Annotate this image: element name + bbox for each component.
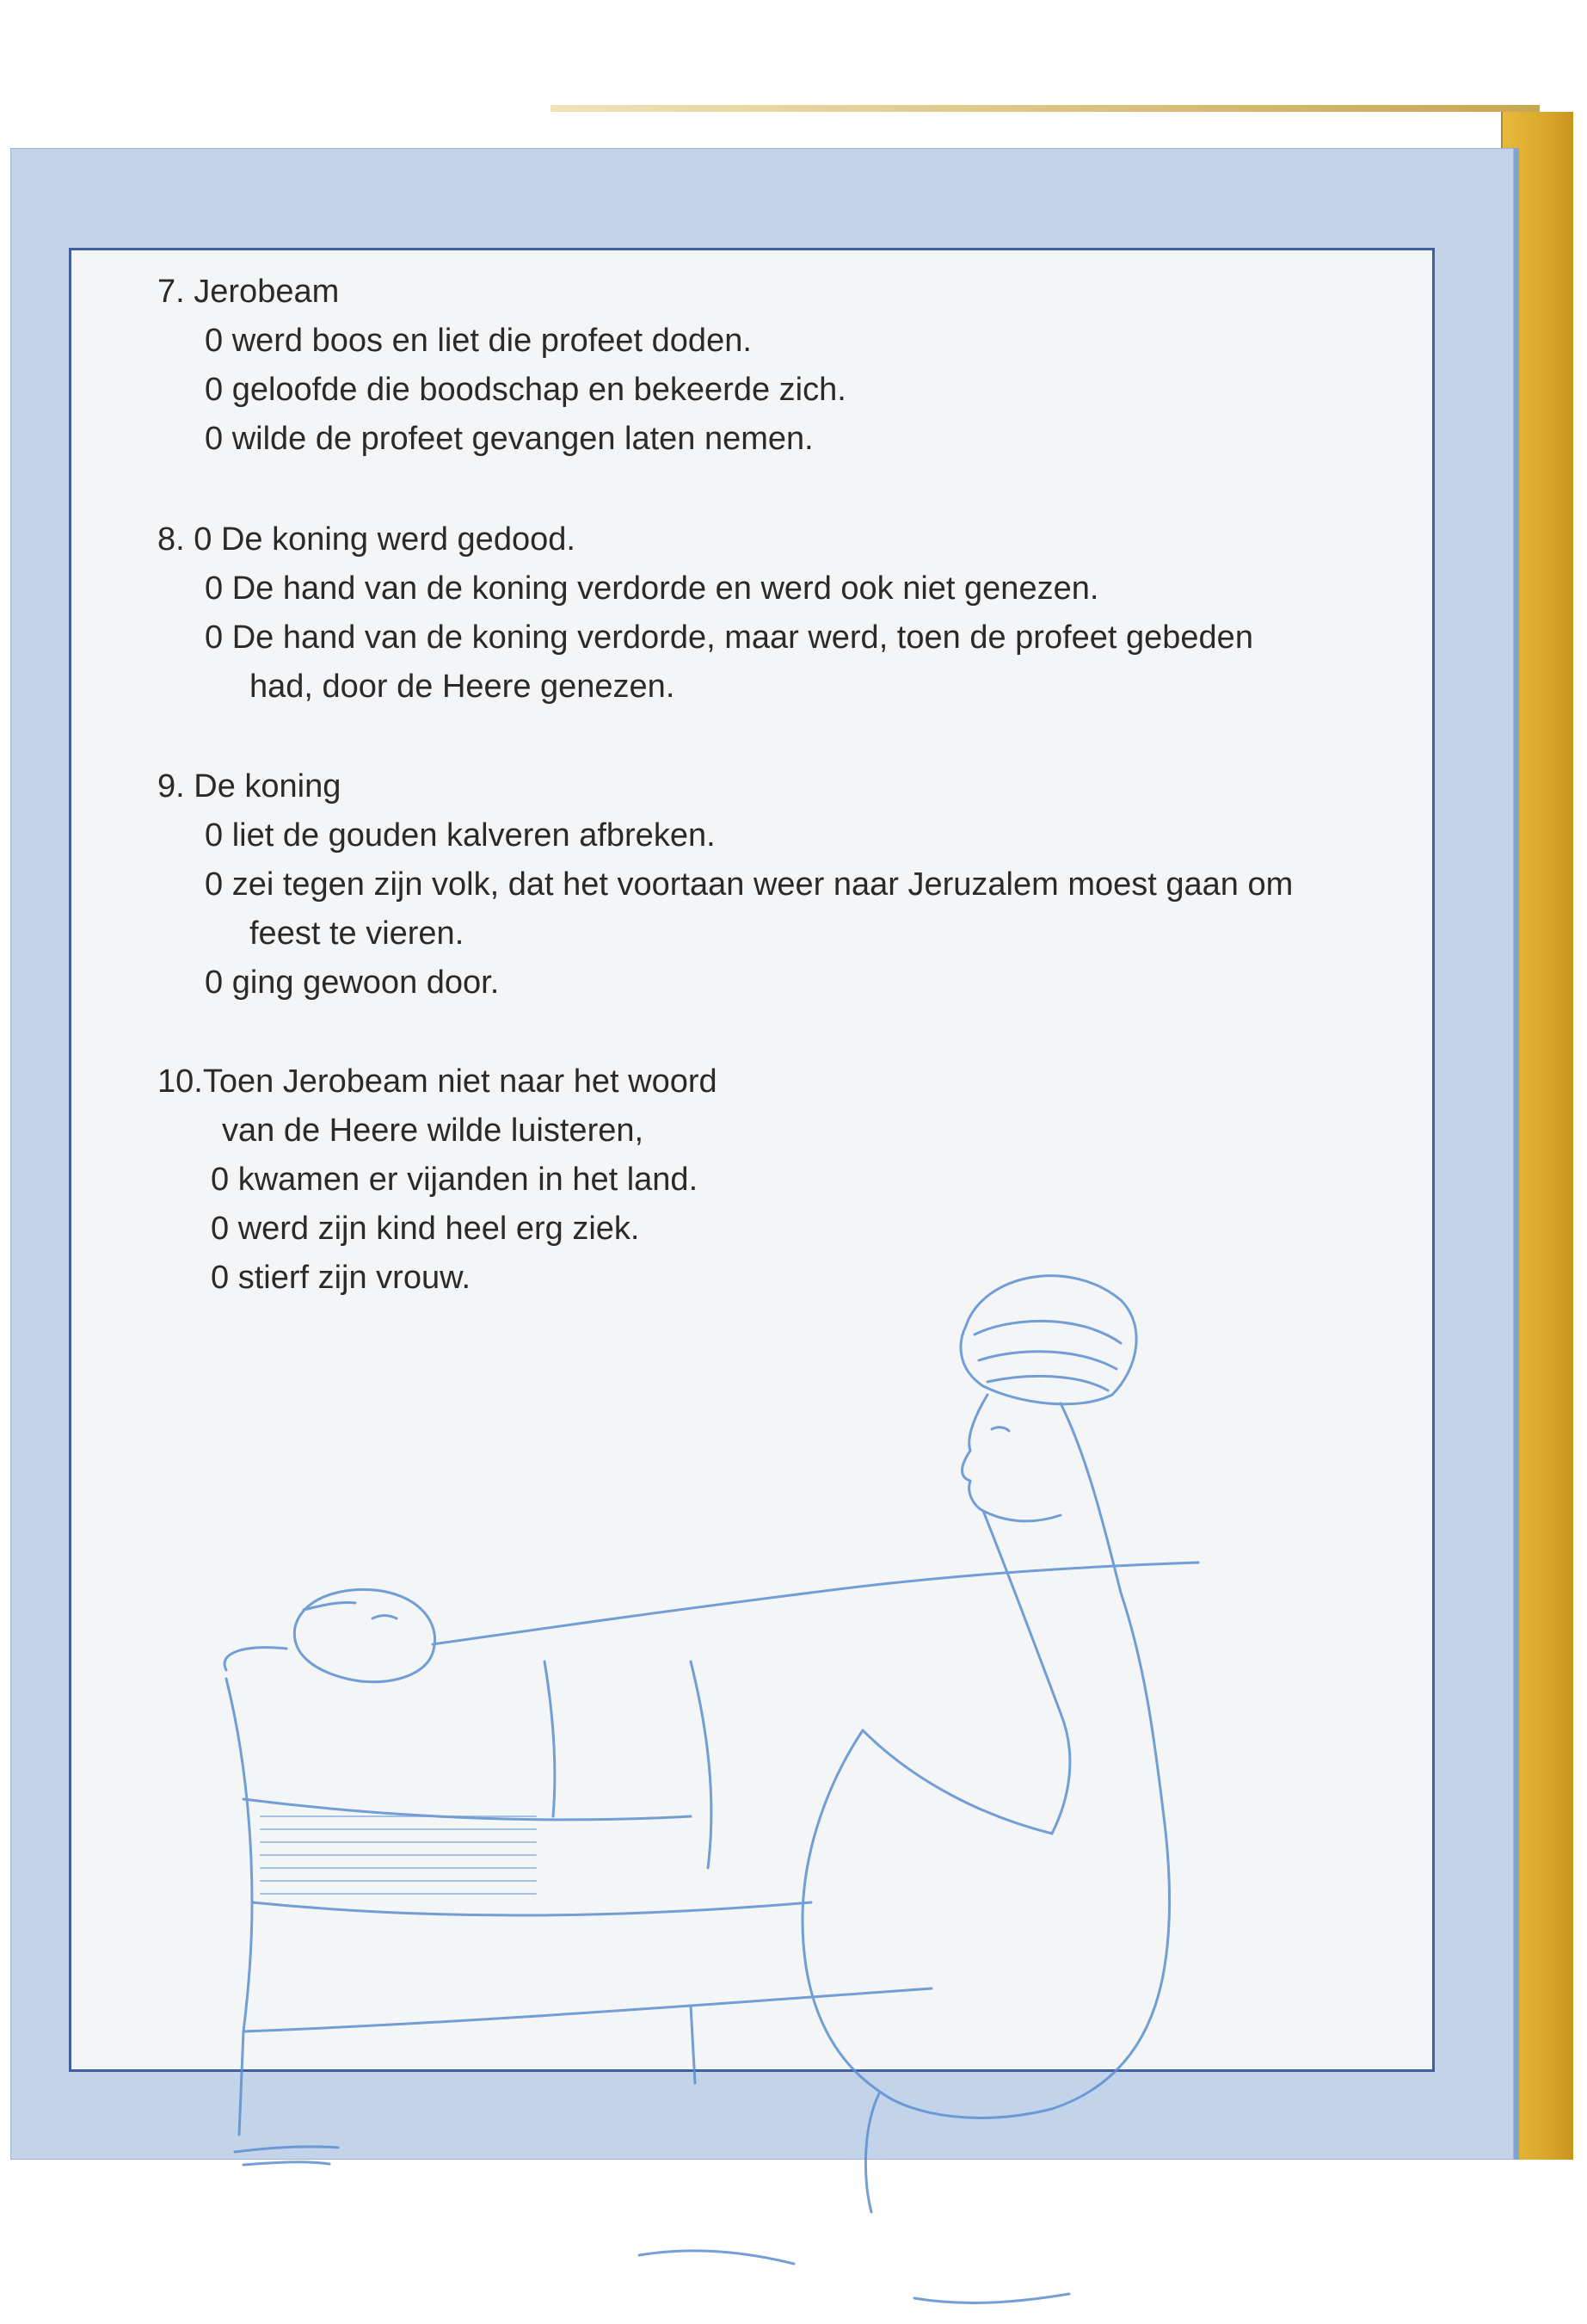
option: 0 werd zijn kind heel erg ziek. xyxy=(211,1211,640,1247)
option: 0 De hand van de koning verdorde en werd ook niet genezen. xyxy=(205,570,1099,607)
question-number: 10. xyxy=(157,1063,203,1100)
page-edge xyxy=(551,105,1540,112)
question-stem: Jerobeam xyxy=(194,274,340,310)
question-7 xyxy=(157,268,846,464)
option-continuation: had, door de Heere genezen. xyxy=(249,669,675,705)
option: 0 zei tegen zijn volk, dat het voortaan weer naar Jeruzalem moest gaan om xyxy=(205,866,1294,903)
option: 0 De koning werd gedood. xyxy=(194,521,575,558)
question-panel xyxy=(69,248,1435,2072)
question-stem: De koning xyxy=(194,768,341,804)
option: 0 ging gewoon door. xyxy=(205,965,500,1001)
question-9 xyxy=(157,762,1293,1008)
question-number: 7. xyxy=(157,274,185,310)
option: 0 kwamen er vijanden in het land. xyxy=(211,1162,698,1198)
question-stem: Toen Jerobeam niet naar het woord xyxy=(202,1063,717,1100)
question-8 xyxy=(157,515,1253,712)
question-number: 8. xyxy=(157,521,185,558)
option: 0 liet de gouden kalveren afbreken. xyxy=(205,817,716,854)
option: 0 De hand van de koning verdorde, maar werd, toen de profeet gebeden xyxy=(205,620,1253,656)
option: 0 wilde de profeet gevangen laten nemen. xyxy=(205,421,814,457)
question-number: 9. xyxy=(157,768,185,804)
option: 0 geloofde die boodschap en bekeerde zich. xyxy=(205,372,846,408)
question-stem-continuation: van de Heere wilde luisteren, xyxy=(222,1113,644,1149)
option: 0 werd boos en liet die profeet doden. xyxy=(205,323,752,359)
sketch-illustration xyxy=(209,1266,1499,2324)
option: 0 stierf zijn vrouw. xyxy=(211,1260,471,1296)
option-continuation: feest te vieren. xyxy=(249,915,464,952)
